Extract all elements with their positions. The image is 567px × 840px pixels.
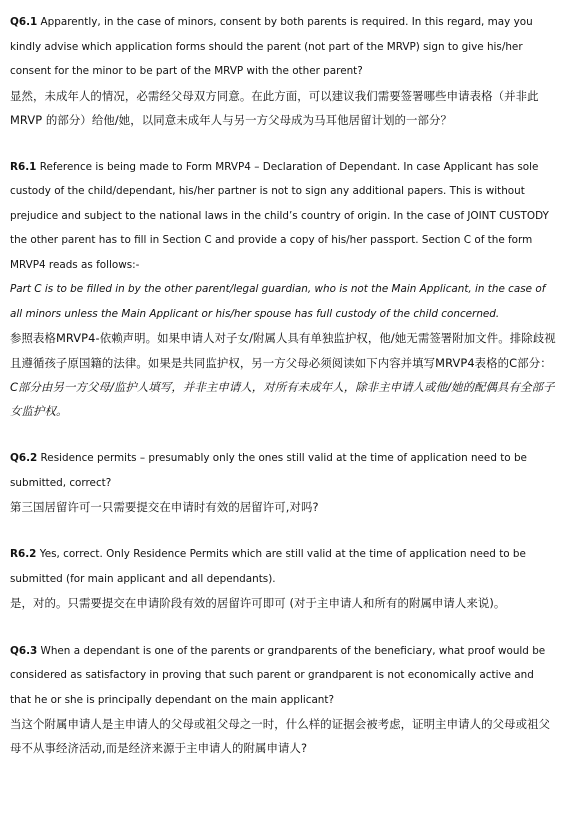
response-label: R6.1 <box>10 160 37 173</box>
question-6-2-english <box>10 446 558 495</box>
question-6-3 <box>10 639 558 761</box>
question-text: Residence permits – presumably only the ones still valid at the time of application need to be submitted, correct? <box>10 452 527 489</box>
question-label: Q6.3 <box>10 644 38 657</box>
question-6-2 <box>10 446 558 519</box>
question-6-3-chinese: 当这个附属申请人是主申请人的父母或祖父母之一时，什么样的证据会被考虑，证明主申请人的父母或祖父母不从事经济活动,而是经济来源于主申请人的附属申请人? <box>10 717 551 756</box>
question-label: Q6.1 <box>10 16 38 28</box>
response-label: R6.2 <box>10 548 37 561</box>
response-text: Yes, correct. Only Residence Permits which are still valid at the time of application need to be submitted (for main applicant and all dependants). <box>10 548 526 585</box>
question-text: Apparently, in the case of minors, consent by both parents is required. In this regard, may you kindly advise which application forms should the parent (not part of the MRVP) sign to give his/her consent for the minor to be part of the MRVP with the other parent? <box>10 16 533 77</box>
question-6-1-chinese: 显然，未成年人的情况，必需经父母双方同意。在此方面，可以建议我们需要签署哪些申请表格（并非此 MRVP 的部分）给他/她，以同意未成年人与另一方父母成为马耳他居留计划的一部分？ <box>10 88 539 127</box>
spacer <box>10 132 558 155</box>
response-6-2 <box>10 542 558 615</box>
faq-document <box>10 10 558 761</box>
response-6-1-quote-english: Part C is to be filled in by the other parent/legal guardian, who is not the Main Applicant, in the case of all minors unless the Main Applicant or his/her spouse has full custody of the child concerned. <box>10 283 546 320</box>
question-label: Q6.2 <box>10 452 38 465</box>
question-6-2-chinese: 第三国居留许可一只需要提交在申请时有效的居留许可,对吗? <box>10 500 319 515</box>
response-6-1-chinese: 参照表格MRVP4-依赖声明。如果申请人对子女/附属人具有单独监护权，他/她无需签署附加文件。排除歧视且遵循孩子原国籍的法律。如果是共同监护权，另一方父母必须阅读如下内容并填写MRVP4表格的C部分： <box>10 331 556 370</box>
spacer <box>10 519 558 542</box>
response-text: Reference is being made to Form MRVP4 – Declaration of Dependant. In case Applicant has sole custody of the child/dependant, his/her partner is not to sign any additional papers. This is without prejudice and subject to the national laws in the child’s country of origin. In the case of JOINT CUSTODY the other parent has to fill in Section C and provide a copy of his/her passport. Section C of the form MRVP4 reads as follows:- <box>10 160 549 271</box>
response-6-1-english <box>10 155 558 278</box>
question-6-1-english <box>10 10 558 84</box>
question-text: When a dependant is one of the parents or grandparents of the beneficiary, what proof would be considered as satisfactory in proving that such parent or grandparent is not economically active and that he or she is principally dependant on the main applicant? <box>10 644 546 706</box>
question-6-3-english <box>10 639 558 713</box>
response-6-1-quote-chinese: C部分由另一方父母/监护人填写，并非主申请人，对所有未成年人，除非主申请人或他/她的配偶具有全部子女监护权。 <box>10 379 555 419</box>
spacer <box>10 616 558 639</box>
response-6-2-chinese: 是，对的。只需要提交在申请阶段有效的居留许可即可 (对于主申请人和所有的附属申请人来说)。 <box>10 596 506 611</box>
spacer <box>10 423 558 446</box>
response-6-2-english <box>10 542 558 591</box>
question-6-1 <box>10 10 558 132</box>
response-6-1 <box>10 155 558 423</box>
